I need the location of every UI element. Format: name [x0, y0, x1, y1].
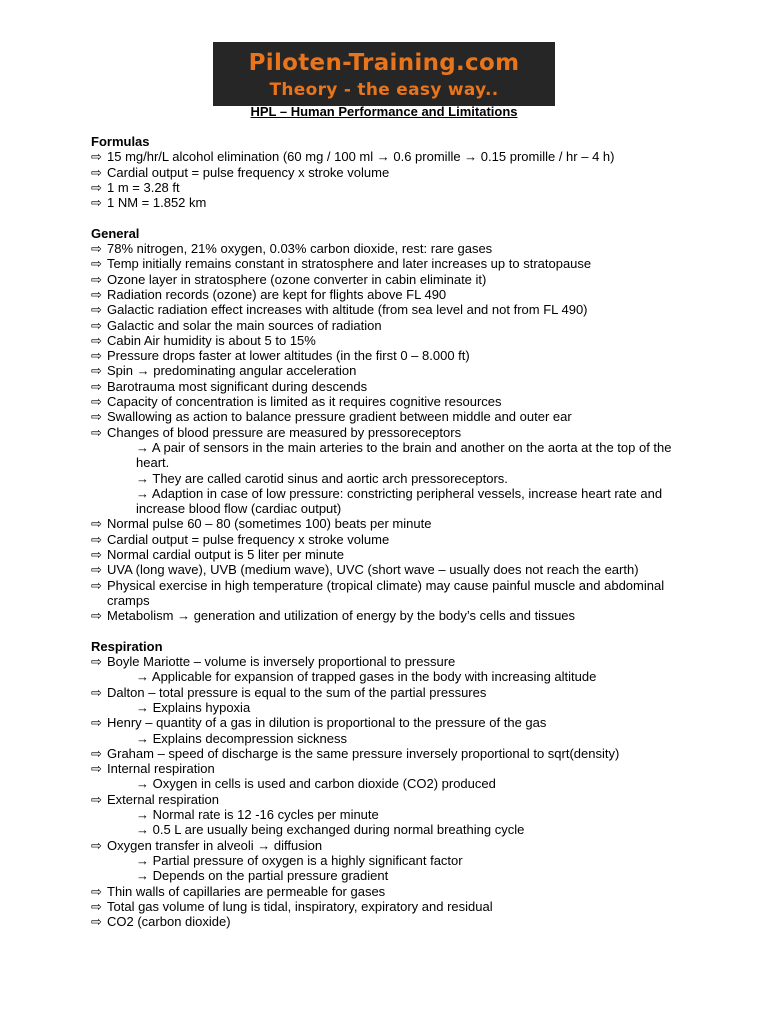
arrow-bullet-icon: ⇨: [91, 684, 102, 700]
list-item-text: Boyle Mariotte – volume is inversely proportional to pressure: [107, 654, 456, 670]
list-item-text: Graham – speed of discharge is the same pressure inversely proportional to sqrt(density): [107, 745, 620, 761]
arrow-bullet-icon: ⇨: [91, 241, 102, 257]
arrow-bullet-icon: ⇨: [91, 348, 102, 364]
section-heading: General: [91, 225, 140, 241]
list-item: [91, 348, 681, 363]
list-item-text: → They are called carotid sinus and aortic arch pressoreceptors.: [136, 470, 508, 486]
arrow-bullet-icon: ⇨: [91, 745, 102, 761]
arrow-bullet-icon: ⇨: [91, 363, 102, 379]
list-item: [91, 914, 681, 929]
list-item-text: UVA (long wave), UVB (medium wave), UVC (short wave – usually does not reach the earth): [107, 562, 639, 578]
arrow-bullet-icon: ⇨: [91, 302, 102, 318]
sub-list-item: [91, 853, 681, 868]
arrow-bullet-icon: ⇨: [91, 332, 102, 348]
arrow-bullet-icon: ⇨: [91, 715, 102, 731]
list-item: [91, 685, 681, 700]
arrow-bullet-icon: ⇨: [91, 149, 102, 165]
sub-list-item: [91, 440, 681, 471]
list-item-text: → Oxygen in cells is used and carbon dioxide (CO2) produced: [136, 776, 496, 792]
brand-name: Piloten-Training.com: [248, 50, 520, 76]
arrow-bullet-icon: ⇨: [91, 394, 102, 410]
arrow-bullet-icon: ⇨: [91, 898, 102, 914]
list-item-text: Metabolism → generation and utilization of energy by the body’s cells and tissues: [107, 608, 576, 624]
list-item: [91, 302, 681, 317]
list-item-text: → Normal rate is 12 -16 cycles per minute: [136, 807, 379, 823]
list-item: [91, 287, 681, 302]
list-item: [91, 516, 681, 531]
sub-list-item: [91, 669, 681, 684]
list-item: [91, 272, 681, 287]
sub-list-item: [91, 731, 681, 746]
brand-banner-logo: [213, 42, 555, 106]
list-item: [91, 792, 681, 807]
list-item: [91, 578, 681, 609]
list-item-text: Cardial output = pulse frequency x stroke volume: [107, 164, 390, 180]
list-item: [91, 195, 681, 210]
list-item: [91, 318, 681, 333]
list-item-text: Thin walls of capillaries are permeable for gases: [107, 883, 386, 899]
list-item: [91, 899, 681, 914]
list-item-text: Normal cardial output is 5 liter per minute: [107, 547, 344, 563]
list-item: [91, 241, 681, 256]
list-item-text: Galactic radiation effect increases with altitude (from sea level and not from FL 490): [107, 302, 588, 318]
list-item-text: Henry – quantity of a gas in dilution is proportional to the pressure of the gas: [107, 715, 547, 731]
section-respiration: [91, 639, 681, 930]
section-formulas: [91, 134, 681, 210]
list-item-text: Temp initially remains constant in stratosphere and later increases up to stratopause: [107, 256, 592, 272]
list-item-text: Physical exercise in high temperature (tropical climate) may cause painful muscle and abdominal cramps: [107, 577, 665, 608]
list-item: [91, 149, 681, 164]
list-item: [91, 165, 681, 180]
list-item-text: Swallowing as action to balance pressure gradient between middle and outer ear: [107, 409, 572, 425]
sub-list-item: [91, 776, 681, 791]
list-item-text: Pressure drops faster at lower altitudes (in the first 0 – 8.000 ft): [107, 348, 470, 364]
list-item: [91, 608, 681, 623]
sub-list-item: [91, 807, 681, 822]
list-item-text: Cabin Air humidity is about 5 to 15%: [107, 332, 316, 348]
arrow-bullet-icon: ⇨: [91, 195, 102, 211]
list-item: [91, 379, 681, 394]
list-item-text: → Applicable for expansion of trapped gases in the body with increasing altitude: [136, 669, 597, 685]
arrow-bullet-icon: ⇨: [91, 378, 102, 394]
sub-list-item: [91, 700, 681, 715]
list-item: [91, 746, 681, 761]
list-item: [91, 715, 681, 730]
arrow-bullet-icon: ⇨: [91, 577, 102, 593]
arrow-bullet-icon: ⇨: [91, 761, 102, 777]
section-heading: Respiration: [91, 638, 163, 654]
list-item: [91, 394, 681, 409]
list-item-text: 78% nitrogen, 21% oxygen, 0.03% carbon dioxide, rest: rare gases: [107, 241, 493, 257]
list-item: [91, 532, 681, 547]
list-item: [91, 363, 681, 378]
list-item-text: Internal respiration: [107, 761, 215, 777]
arrow-bullet-icon: ⇨: [91, 547, 102, 563]
arrow-bullet-icon: ⇨: [91, 164, 102, 180]
arrow-bullet-icon: ⇨: [91, 317, 102, 333]
list-item: [91, 425, 681, 440]
list-item-text: Cardial output = pulse frequency x stroke volume: [107, 531, 390, 547]
sub-list-item: [91, 486, 681, 517]
list-item-text: Oxygen transfer in alveoli → diffusion: [107, 837, 323, 853]
brand-tagline: Theory - the easy way..: [269, 80, 499, 100]
arrow-bullet-icon: ⇨: [91, 256, 102, 272]
arrow-bullet-icon: ⇨: [91, 837, 102, 853]
list-item-text: Capacity of concentration is limited as it requires cognitive resources: [107, 394, 502, 410]
list-item: [91, 884, 681, 899]
sub-list-item: [91, 868, 681, 883]
list-item-text: → A pair of sensors in the main arteries to the brain and another on the aorta at the top of the heart.: [136, 439, 672, 471]
arrow-bullet-icon: ⇨: [91, 531, 102, 547]
list-item: [91, 761, 681, 776]
list-item-text: → Depends on the partial pressure gradient: [136, 868, 389, 884]
list-item: [91, 654, 681, 669]
arrow-bullet-icon: ⇨: [91, 883, 102, 899]
list-item-text: External respiration: [107, 791, 219, 807]
list-item-text: 1 m = 3.28 ft: [107, 179, 180, 195]
arrow-bullet-icon: ⇨: [91, 608, 102, 624]
list-item-text: Ozone layer in stratosphere (ozone converter in cabin eliminate it): [107, 271, 487, 287]
list-item: [91, 547, 681, 562]
list-item: [91, 409, 681, 424]
list-item: [91, 180, 681, 195]
sub-list-item: [91, 471, 681, 486]
list-item-text: → Explains decompression sickness: [136, 730, 347, 746]
list-item-text: 15 mg/hr/L alcohol elimination (60 mg / 100 ml → 0.6 promille → 0.15 promille / hr – 4 h): [107, 149, 615, 165]
list-item-text: Spin → predominating angular acceleration: [107, 363, 357, 379]
arrow-bullet-icon: ⇨: [91, 286, 102, 302]
document-title: HPL – Human Performance and Limitations: [250, 104, 518, 119]
list-item-text: → Explains hypoxia: [136, 699, 251, 715]
section-heading: Formulas: [91, 134, 150, 149]
list-item-text: → Partial pressure of oxygen is a highly significant factor: [136, 852, 463, 868]
arrow-bullet-icon: ⇨: [91, 791, 102, 807]
list-item-text: Normal pulse 60 – 80 (sometimes 100) beats per minute: [107, 516, 432, 532]
list-item-text: 1 NM = 1.852 km: [107, 195, 207, 211]
arrow-bullet-icon: ⇨: [91, 179, 102, 195]
sub-list-item: [91, 822, 681, 837]
list-item-text: Barotrauma most significant during descends: [107, 378, 368, 394]
list-item: [91, 256, 681, 271]
arrow-bullet-icon: ⇨: [91, 271, 102, 287]
list-item-text: CO2 (carbon dioxide): [107, 914, 231, 930]
document-body: [91, 134, 681, 945]
arrow-bullet-icon: ⇨: [91, 654, 102, 670]
list-item-text: Dalton – total pressure is equal to the sum of the partial pressures: [107, 684, 487, 700]
section-general: [91, 226, 681, 624]
list-item-text: Galactic and solar the main sources of radiation: [107, 317, 382, 333]
list-item: [91, 838, 681, 853]
list-item-text: → Adaption in case of low pressure: constricting peripheral vessels, increase heart rate and increase blood flow (cardiac output): [136, 485, 663, 517]
list-item: [91, 333, 681, 348]
list-item-text: Radiation records (ozone) are kept for flights above FL 490: [107, 286, 447, 302]
arrow-bullet-icon: ⇨: [91, 516, 102, 532]
list-item-text: Total gas volume of lung is tidal, inspiratory, expiratory and residual: [107, 898, 493, 914]
arrow-bullet-icon: ⇨: [91, 562, 102, 578]
arrow-bullet-icon: ⇨: [91, 424, 102, 440]
list-item: [91, 562, 681, 577]
arrow-bullet-icon: ⇨: [91, 409, 102, 425]
list-item-text: → 0.5 L are usually being exchanged during normal breathing cycle: [136, 822, 525, 838]
arrow-bullet-icon: ⇨: [91, 914, 102, 930]
list-item-text: Changes of blood pressure are measured by pressoreceptors: [107, 424, 462, 440]
